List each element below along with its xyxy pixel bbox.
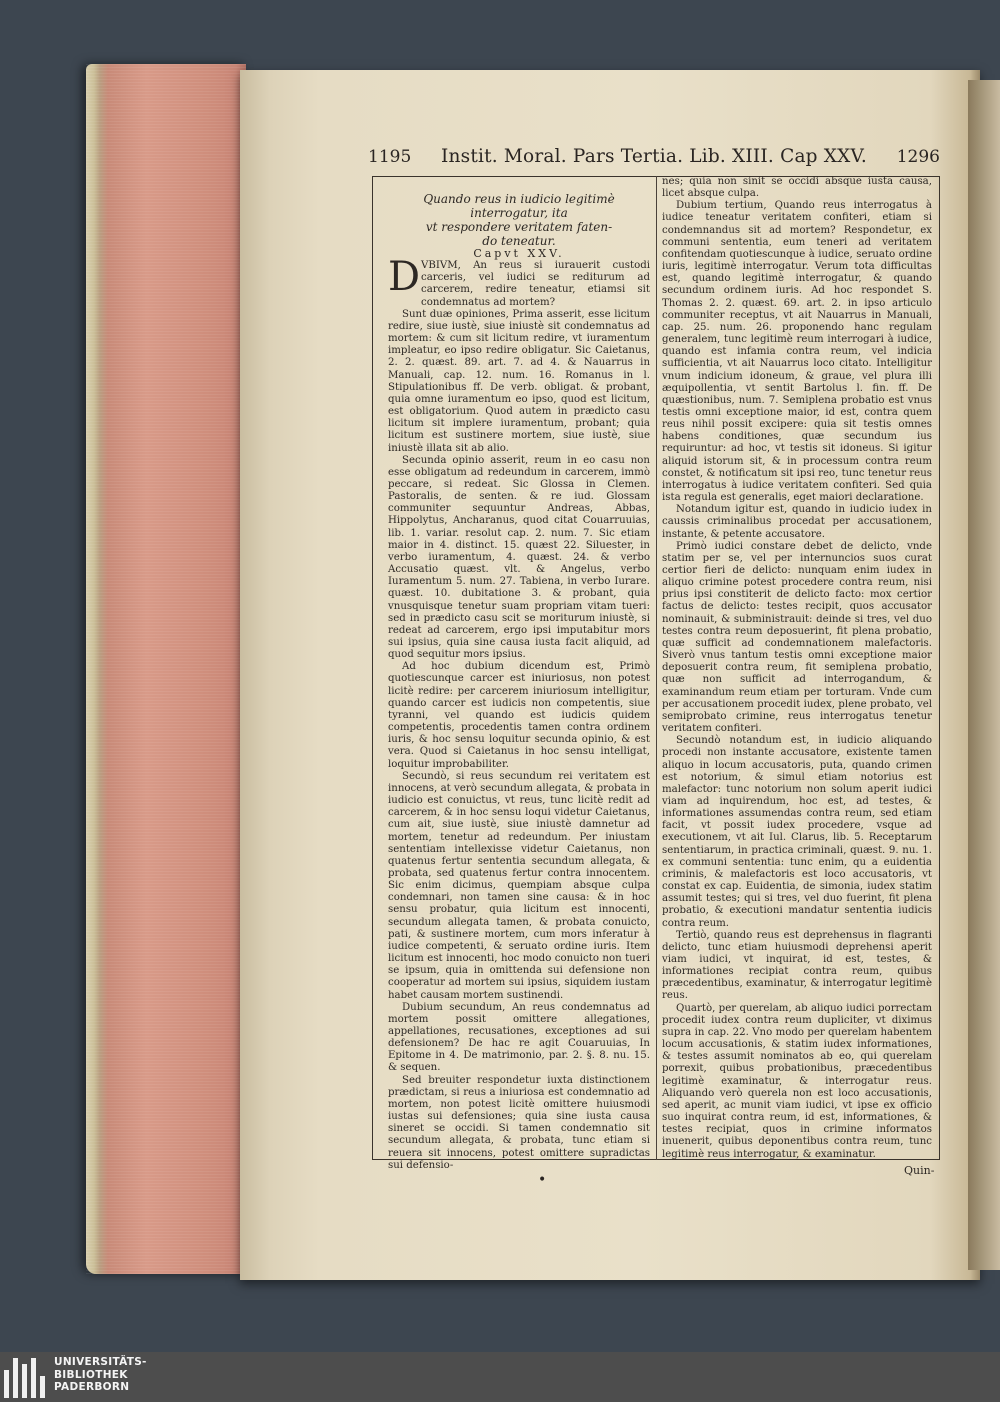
ink-mark: • [538,1172,547,1188]
paragraph: Sed breuiter respondetur iuxta distinctionem prædictam, si reus a iniuriosa est condemnatio ad mortem, non potest licitè omittere huiusmodi iustas sui defensiones; quia sine iusta causa sineret se occidi. Si tamen condemnatio sit secundum allegata, & probata, tunc etiam si reuera sit innocens, potest omittere supradictas sui defensio- [388,1074,650,1171]
paragraph: Secunda opinio asserit, reum in eo casu non esse obligatum ad redeundum in carcerem, immò peccare, si redeat. Sic Glossa in Clemen. Pastoralis, de senten. & re iud. Glossam communiter sequuntur Andreas, Abbas, Hippolytus, Ancharanus, quod citat Couarruuias, lib. 1. variar. resolut cap. 2. num. 7. Sic etiam maior in 4. distinct. 15. quæst 22. Siluester, in verbo iuramentum, 4. quæst. 24. & verbo Accusatio quæst. vlt. & Angelus, verbo Iuramentum 5. num. 27. Tabiena, in verbo Iurare. quæst. 10. dubitatione 3. & probant, quia vnusquisque tenetur suam propriam vitam tueri: sed in prædicto casu scit se moriturum iniustè, si redeat ad carcerem, ergo ipsi imputabitur mors sui ipsius, quia sine causa iusta facit aliquid, ad quod sequitur mors ipsius. [388,454,650,661]
footer-bar [0,1352,1000,1402]
logo-line: PADERBORN [54,1381,130,1393]
logo-line: BIBLIOTHEK [54,1368,128,1381]
paragraph: Secundò notandum est, in iudicio aliquando procedi non instante accusatore, existente tamen aliquo in locum accusatoris, puta, quando crimen est notorium, & simul etiam notorius est malefactor: tunc notorium non solum aperit iudici viam ad inquirendum, hoc est, ad testes, & informationes assumendas contra reum, sed etiam facit, vt possit iudex procedere, vsque ad executionem, vt ait Iul. Clarus, lib. 5. Receptarum sententiarum, in practica criminali, quæst. 9. nu. 1. ex communi sententia: tunc enim, qu a euidentia criminis, & malefactoris est loco accusatoris, vt constat ex cap. Euidentia, de simonia, iudex statim assumit testes; qui si tres, vel duo fuerint, fit plena probatio, & executioni mandatur sententia iudicis contra reum. [662,735,932,929]
chapter-number: Capvt XXV. [473,247,565,260]
heading-line: do teneatur. [482,234,556,248]
chapter-heading [388,192,650,248]
opening-paragraph [388,254,650,309]
heading-line: vt respondere veritatem faten- [425,220,613,234]
catchword: Quin- [904,1164,935,1177]
paragraph: Dubium tertium, Quando reus interrogatus à iudice teneatur veritatem confiteri, etiam si condemnandus sit ad mortem? Respondetur, ex communi sententia, eum teneri ad veritatem confitendam quotiescunque à iudice, seruato ordine iuris, legitimè interrogatur. Verum tota difficultas est, quando legitimè interrogatur, & quando secundum ordinem iuris. Ad hoc respondet S. Thomas 2. 2. quæst. 69. art. 2. in ipso articulo communiter receptus, vt ait Nauarrus in Manuali, cap. 25. num. 26. proponendo hanc regulam generalem, tunc legitimè reum interrogari à iudice, quando est infamia contra reum, vel indicia sufficientia, vt ait Nauarrus loco citato. Intelligitur vnum indicium idoneum, & graue, vel plura illi æquipollentia, vt sentit Bartolus l. fin. ff. De quæstionibus, num. 7. Semiplena probatio est vnus testis omni exceptione maior, id est, contra quem reus nihil possit excipere: quia sit testis omnes habens conditiones, quæ secundum ius requiruntur: ad hoc, vt testis sit idoneus. Si igitur aliquid istorum sit, & in processum contra reum constet, & notificatum sit ipsi reo, tunc tenetur reus interrogatus à iudice veritatem confiteri. Sed quia ista regula est generalis, eget maiori declaratione. [662,200,932,504]
drop-cap: D [388,254,421,301]
library-logo-text [54,1356,147,1394]
heading-line: Quando reus in iudicio legitimè interrogatur, ita [423,192,615,220]
running-title: Instit. Moral. Pars Tertia. Lib. XIII. Cap XXV. [441,146,867,167]
running-head [368,146,940,174]
page-number-right: 1296 [896,147,940,167]
library-logo-icon [4,1358,45,1398]
paragraph: Ad hoc dubium dicendum est, Primò quotiescunque carcer est iniuriosus, non potest licitè redire: per carcerem iniuriosum intelligitur, quando carcer est iudicis non competentis, siue tyranni, vel quando est iudicis quidem competentis, procedentis tamen contra ordinem iuris, & hoc sensu loquitur secunda opinio, & est vera. Quod si Caietanus in hoc sensu intelligat, loquitur improbabiliter. [388,661,650,770]
paragraph: Quartò, per querelam, ab aliquo iudici porrectam procedit iudex contra reum dupliciter, vt diximus supra in cap. 22. Vno modo per querelam habentem locum accusationis, & statim iudex informationes, & testes assumit nominatos ab eo, qui querelam porrexit, quibus probationibus, præcedentibus legitimè examinatur, & interrogatur reus. Aliquando verò querela non est loco accusationis, sed aperit, ac munit viam iudici, vt ipse ex officio suo inquirat contra reum, id est, informationes, & testes recipiat, quos in crimine informatos inuenerit, quibus deponentibus contra reum, tunc legitimè reus interrogatur, & examinatur. [662,1002,932,1160]
left-column [388,192,650,1172]
logo-line: UNIVERSITÄTS- [54,1356,147,1368]
column-divider [656,176,657,1160]
paragraph: Sunt duæ opiniones, Prima asserit, esse licitum redire, siue iustè, siue iniustè sit condemnatus ad mortem: & cum sit licitum redire, vt iuramentum impleatur, eo ipso redire obligatur. Sic Caietanus, 2. 2. quæst. 89. art. 7. ad 4. & Nauarrus in Manuali, cap. 12. num. 16. Romanus in l. Stipulationibus ff. De verb. obligat. & probant, quia omne iuramentum eo ipso, quod est licitum, est obligatorium. Quod autem in prædicto casu licitum sit implere iuramentum, probant; quia licitum est sustinere mortem, siue iustè, siue iniustè illata sit ab alio. [388,308,650,454]
paragraph: Tertiò, quando reus est deprehensus in flagranti delicto, tunc etiam huiusmodi deprehensi aperit viam iudici, vt inquirat, id est, testes, & informationes recipiat contra reum, quibus præcedentibus, examinatur, & interrogatur legitimè reus. [662,929,932,1002]
paragraph: Secundò, si reus secundum rei veritatem est innocens, at verò secundum allegata, & probata in iudicio est conuictus, vt reus, tunc licitè redit ad carcerem, & in hoc sensu loqui videtur Caietanus, cum ait, siue iustè, siue iniustè damnetur ad mortem, tenetur ad redeundum. Per iniustam sententiam intellexisse videtur Caietanus, non quatenus fertur sententia secundum allegata, & probata, sed quatenus fertur contra innocentem. Sic enim dicimus, quempiam absque culpa condemnari, non tamen sine causa: & in hoc sensu probatur, quia licitum est innocenti, secundum allegata tamen, & probata conuicto, pati, & sustinere mortem, cum mors inferatur à iudice competenti, & seruato ordine iuris. Item licitum est innocenti, hoc modo conuicto non tueri se ipsum, quia in omittenda sui defensione non cooperatur ad mortem sui ipsius, siquidem iustam habet causam mortem sustinendi. [388,770,650,1001]
book-fore-edge [86,64,246,1274]
page-number-left: 1195 [368,147,412,167]
facing-page-edge [968,80,1000,1270]
paragraph: VBIVM, An reus si iurauerit custodi carceris, vel iudici se rediturum ad carcerem, redire teneatur, etiamsi sit condemnatus ad mortem? [421,260,650,308]
paragraph: nes; quia non sinit se occidi absque iusta causa, licet absque culpa. [662,176,932,200]
right-column [662,176,932,1161]
paragraph: Notandum igitur est, quando in iudicio iudex in caussis criminalibus procedat per accusationem, instante, & petente accusatore. [662,504,932,540]
paragraph: Dubium secundum, An reus condemnatus ad mortem possit omittere allegationes, appellationes, recusationes, exceptiones ad sui defensionem? De hac re agit Couaruuias, In Epitome in 4. De matrimonio, par. 2. §. 8. nu. 15. & sequen. [388,1001,650,1074]
paragraph: Primò iudici constare debet de delicto, vnde statim per se, vel per internuncios suos curat certior fieri de delicto: nunquam enim iudex in aliquo crimine potest procedere contra reum, nisi prius ipsi constiterit de delicto facto: mox certior factus de delicto: testes recipit, quos accusator nominauit, & subministrauit: deinde si tres, vel duo testes contra reum deposuerint, fit plena probatio, quæ sufficit ad condemnationem malefactoris. Siverò vnus tantum testis omni exceptione maior deposuerit contra reum, fit semiplena probatio, quæ non sufficit ad interrogandum, & examinandum reum etiam per torturam. Vnde cum per accusationem procedit iudex, plene probato, vel semiprobato crimine, reus interrogatus tenetur veritatem confiteri. [662,540,932,735]
